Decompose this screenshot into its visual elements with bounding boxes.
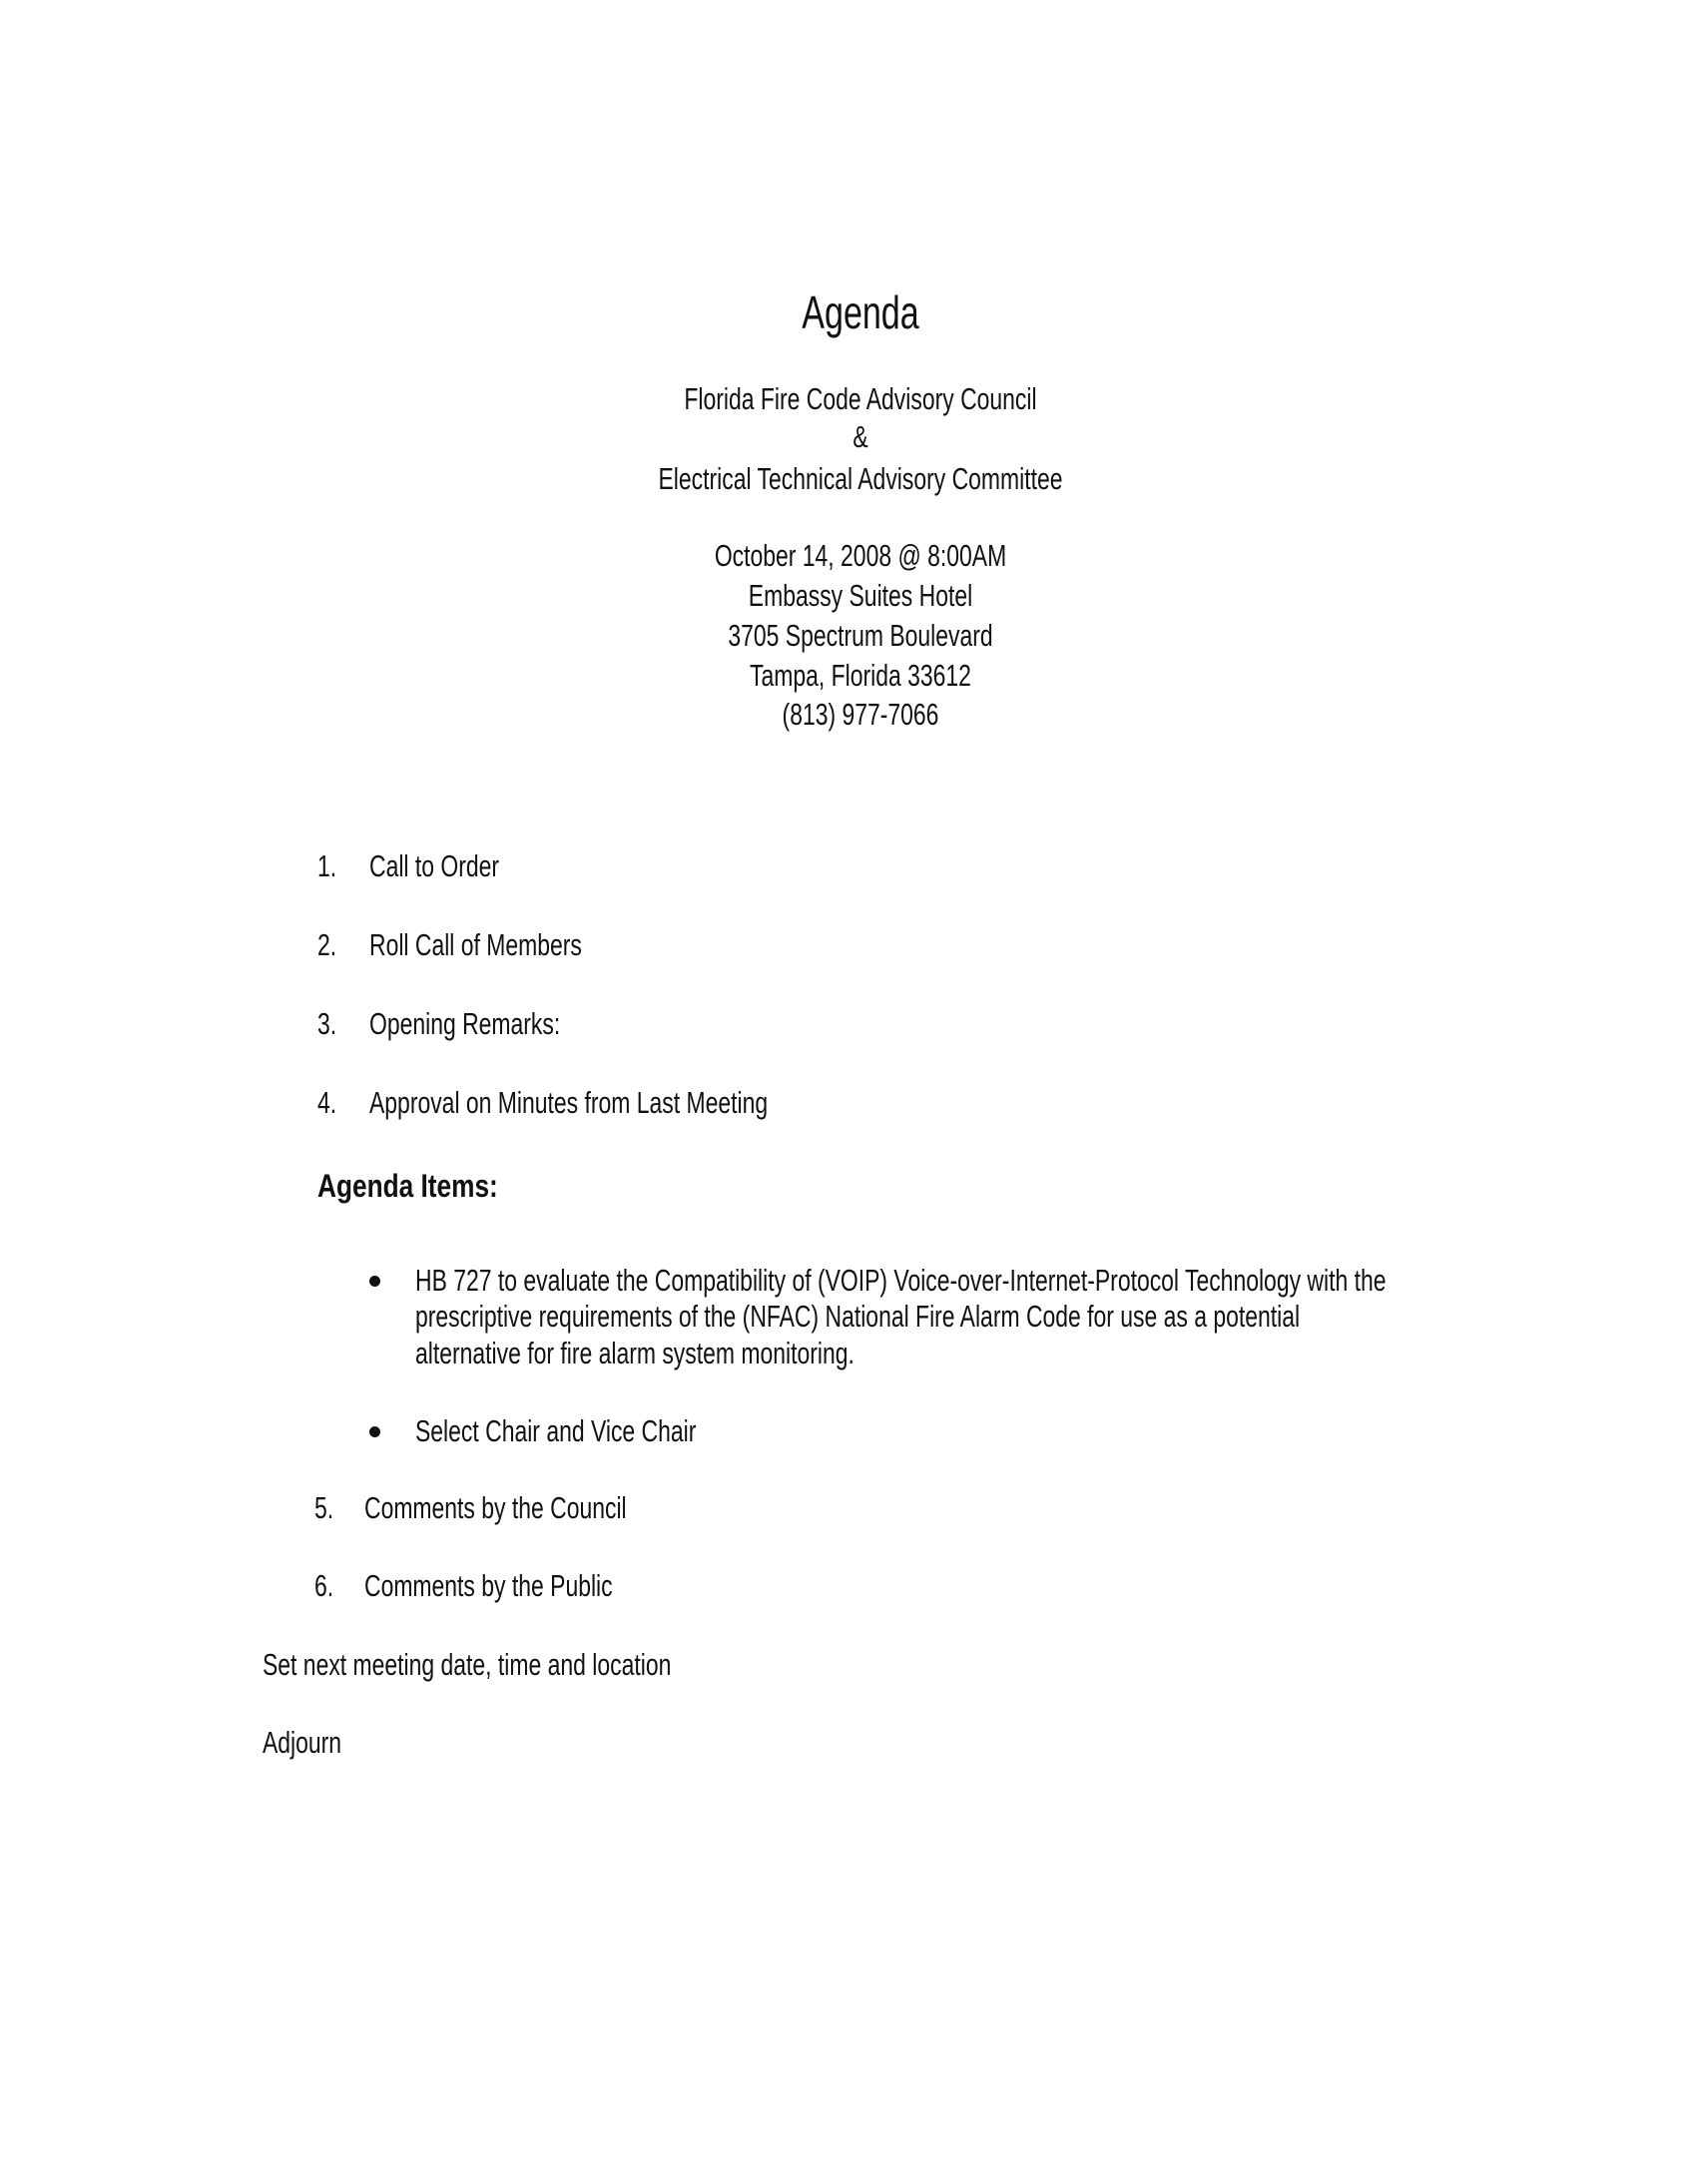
agenda-items-heading: Agenda Items: — [317, 1168, 498, 1204]
bullet-text: Select Chair and Vice Chair — [415, 1413, 697, 1448]
item-number: 5. — [314, 1490, 334, 1525]
org-line-1: Florida Fire Code Advisory Council — [684, 381, 1037, 416]
page-title: Agenda — [802, 286, 919, 338]
ampersand: & — [852, 419, 868, 454]
phone-number: (813) 977-7066 — [782, 697, 939, 732]
item-number: 4. — [317, 1085, 337, 1120]
bullet-text: alternative for fire alarm system monitoring. — [415, 1336, 854, 1370]
set-next-meeting: Set next meeting date, time and location — [263, 1647, 672, 1682]
item-text: Opening Remarks: — [369, 1006, 561, 1041]
bullet-text: HB 727 to evaluate the Compatibility of (VOIP) Voice-over-Internet-Protocol Technology with the — [415, 1263, 1387, 1298]
adjourn: Adjourn — [263, 1725, 342, 1760]
bullet-icon — [369, 1426, 380, 1437]
item-number: 1. — [317, 848, 337, 883]
city-state-zip: Tampa, Florida 33612 — [750, 658, 971, 693]
item-number: 3. — [317, 1006, 337, 1041]
meeting-date-time: October 14, 2008 @ 8:00AM — [714, 538, 1007, 573]
item-text: Approval on Minutes from Last Meeting — [369, 1085, 769, 1120]
venue: Embassy Suites Hotel — [748, 578, 973, 613]
bullet-icon — [369, 1276, 380, 1287]
org-line-2: Electrical Technical Advisory Committee — [658, 461, 1063, 496]
item-text: Roll Call of Members — [369, 927, 582, 962]
item-text: Call to Order — [369, 848, 500, 883]
item-number: 2. — [317, 927, 337, 962]
street-address: 3705 Spectrum Boulevard — [728, 618, 993, 653]
item-text: Comments by the Public — [364, 1568, 613, 1603]
item-number: 6. — [314, 1568, 334, 1603]
item-text: Comments by the Council — [364, 1490, 627, 1525]
bullet-text: prescriptive requirements of the (NFAC) National Fire Alarm Code for use as a potential — [415, 1299, 1301, 1334]
